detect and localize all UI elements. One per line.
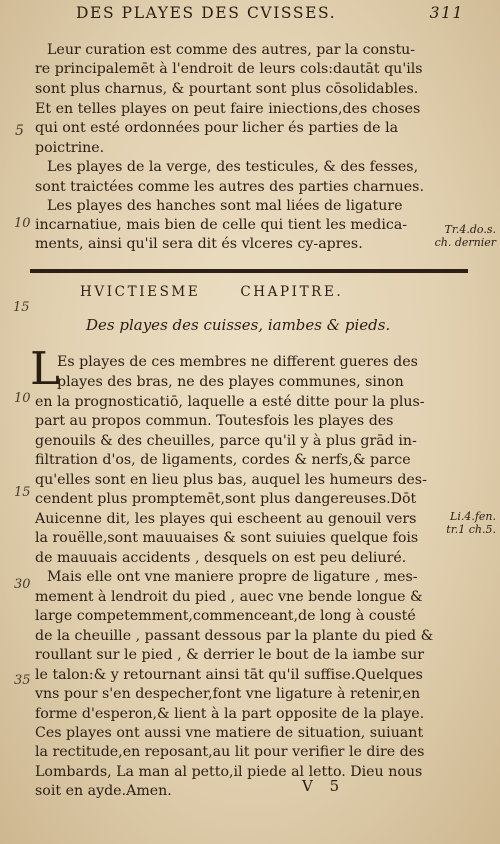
text-line: sont traictées comme les autres des parties charnues. [35, 179, 424, 195]
text-line: la rouëlle,sont mauuaises & sont suiuies quelque fois [35, 530, 419, 546]
text-line: ments, ainsi qu'il sera dit és vlceres cy-apres. [35, 236, 363, 252]
text-line: le talon:& y retournant ainsi tāt qu'il suffise.Quelques [35, 667, 423, 683]
text-line: incarnatiue, mais bien de celle qui tient les medica- [35, 217, 408, 233]
margin-note [410, 223, 496, 249]
text-line: soit en ayde.Amen. [35, 783, 172, 799]
text-line: Leur curation est comme des autres, par la constu- [47, 42, 416, 58]
margin-note-line: Tr.4.do.s. [444, 223, 496, 236]
line-number: 10 [14, 391, 31, 406]
margin-note-line: ch. dernier [434, 236, 496, 249]
text-line: Lombards, La man al petto,il piede al letto. Dieu nous [35, 764, 423, 780]
text-line: qui ont esté ordonnées pour licher és parties de la [35, 120, 399, 136]
text-line: poictrine. [35, 140, 105, 156]
text-line: genouils & des cheuilles, parce qu'il y à plus grād in- [35, 433, 417, 449]
signature-mark: V 5 [302, 777, 346, 795]
text-line: Mais elle ont vne maniere propre de ligature , mes- [47, 569, 418, 585]
text-line: Es playes de ces membres ne different gueres des [57, 354, 418, 370]
text-line: cendent plus promptemēt,sont plus dangereuses.Dōt [35, 491, 417, 507]
drop-capital: L [30, 342, 60, 395]
margin-note-line: Li.4.fen. [450, 510, 496, 523]
chapter-number: HVICTIESME [80, 284, 201, 300]
text-line: re principalemēt à l'endroit de leurs cols:dautāt qu'ils [35, 61, 423, 77]
text-line: Les playes de la verge, des testicules, & des fesses, [47, 159, 419, 175]
text-line: roullant sur le pied , & derrier le bout de la iambe sur [35, 647, 425, 663]
line-number: 35 [14, 673, 31, 688]
text-line: sont plus charnus, & pourtant sont plus cōsolidables. [35, 81, 419, 97]
text-line: la rectitude,en reposant,au lit pour verifier le dire des [35, 744, 425, 760]
text-line: en la prognosticatiō, laquelle a esté ditte pour la plus- [35, 394, 425, 410]
divider-rule [30, 269, 468, 273]
line-number: 15 [14, 485, 31, 500]
text-line: qu'elles sont en lieu plus bas, auquel les humeurs des- [35, 472, 427, 488]
text-line: part au propos commun. Toutesfois les playes des [35, 413, 394, 429]
margin-note-line: tr.1 ch.5. [446, 523, 496, 536]
chapter-word: CHAPITRE. [240, 284, 344, 300]
chapter-subtitle: Des playes des cuisses, iambes & pieds. [86, 316, 391, 334]
text-line: vns pour s'en despecher,font vne ligature à retenir,en [35, 686, 421, 702]
line-number: 15 [13, 300, 30, 315]
text-line: large competemment,commenceant,de long à cousté [35, 608, 416, 624]
margin-mark: 5 [15, 123, 24, 139]
text-line: mement à lendroit du pied , auec vne bende longue & [35, 589, 423, 605]
text-line: de mauuais accidents , desquels on est peu deliuré. [35, 550, 407, 566]
page-number: 311 [429, 4, 464, 22]
text-line: filtration d'os, de ligaments, cordes & nerfs,& parce [35, 452, 411, 468]
margin-note [412, 510, 496, 536]
running-header [40, 4, 480, 26]
text-line: de la cheuille , passant dessous par la plante du pied & [35, 628, 434, 644]
line-number: 30 [14, 577, 31, 592]
line-number: 10 [14, 216, 31, 231]
text-line: Et en telles playes on peut faire iniections,des choses [35, 101, 421, 117]
chapter-heading [80, 284, 383, 300]
running-title: DES PLAYES DES CVISSES. [76, 4, 337, 22]
text-line: Les playes des hanches sont mal liées de ligature [47, 198, 403, 214]
text-line: Ces playes ont aussi vne matiere de situation, suiuant [35, 725, 424, 741]
text-line: forme d'esperon,& lient à la part opposite de la playe. [35, 706, 425, 722]
text-line: playes des bras, ne des playes communes, sinon [57, 374, 404, 390]
text-line: Auicenne dit, les playes qui escheent au genouil vers [35, 511, 417, 527]
